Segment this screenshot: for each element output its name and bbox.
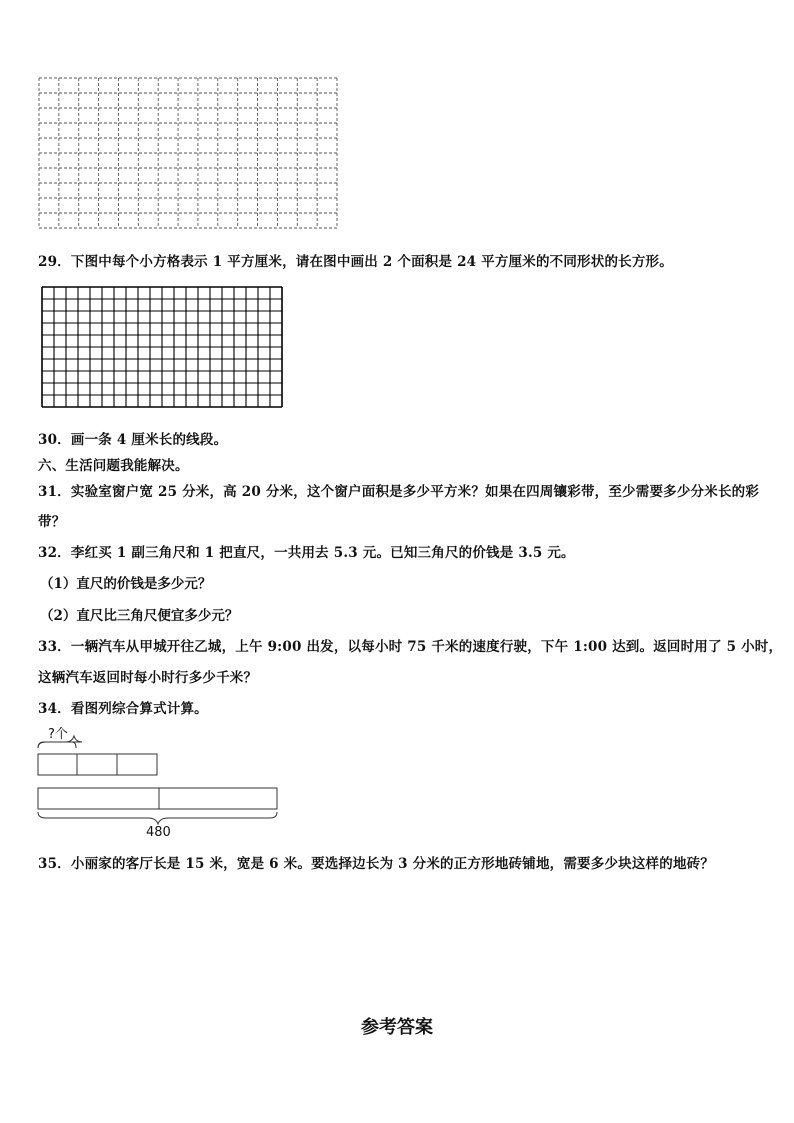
- question-29: 29．下图中每个小方格表示 1 平方厘米，请在图中画出 2 个面积是 24 平方厘米的不同形状的长方形。: [38, 254, 673, 270]
- question-32-sub1: （1）直尺的价钱是多少元？: [40, 576, 212, 592]
- segment-diagram: [36, 724, 286, 839]
- dashed-grid: [38, 77, 338, 229]
- question-33-line2: 这辆汽车返回时每小时行多少千米？: [38, 670, 258, 686]
- question-33-line1: 33．一辆汽车从甲城开往乙城，上午 9:00 出发，以每小时 75 千米的速度行驶，下午 1:00 达到。返回时用了 5 小时，: [38, 639, 783, 655]
- top-segment-2: [77, 754, 117, 775]
- question-32: 32．李红买 1 副三角尺和 1 把直尺，一共用去 5.3 元。已知三角尺的价钱是 3.5 元。: [38, 545, 575, 561]
- question-30: 30．画一条 4 厘米长的线段。: [38, 432, 228, 448]
- top-segment-1: [38, 754, 77, 775]
- question-34: 34．看图列综合算式计算。: [38, 701, 208, 717]
- total-label: 480: [146, 825, 171, 840]
- question-31-line2: 带？: [38, 514, 66, 530]
- question-label: ?个: [48, 727, 68, 742]
- top-segment-3: [117, 754, 157, 775]
- question-35: 35．小丽家的客厅长是 15 米，宽是 6 米。要选择边长为 3 分米的正方形地砖铺地，需要多少块这样的地砖？: [38, 856, 715, 872]
- bottom-segment-2: [159, 788, 277, 809]
- section-6-heading: 六、生活问题我能解决。: [38, 458, 189, 474]
- question-31-line1: 31．实验室窗户宽 25 分米，高 20 分米，这个窗户面积是多少平方米？如果在四周镶彩带，至少需要多少分米长的彩: [38, 484, 760, 500]
- answers-title: 参考答案: [361, 1017, 433, 1038]
- bottom-brace: [38, 812, 277, 824]
- bottom-segment-1: [38, 788, 159, 809]
- solid-grid: [41, 286, 283, 408]
- question-32-sub2: （2）直尺比三角尺便宜多少元？: [40, 608, 239, 624]
